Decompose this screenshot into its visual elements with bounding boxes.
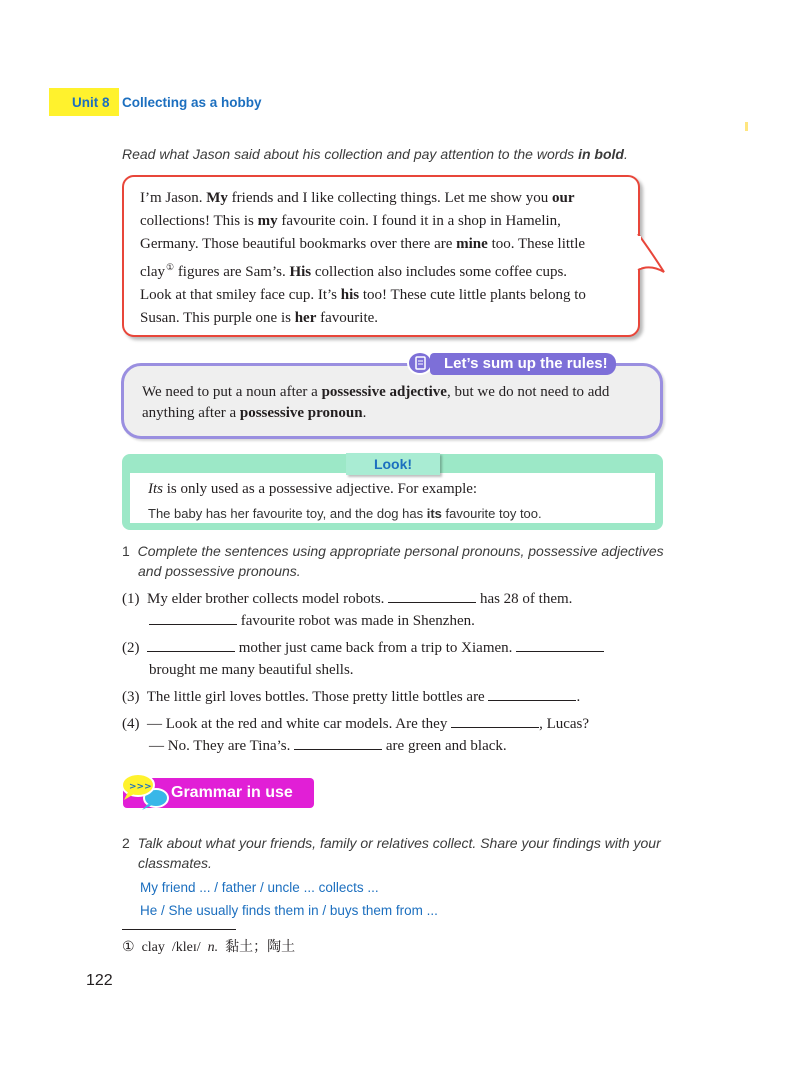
footnote-marker: ① xyxy=(165,262,175,272)
speech-bubbles-icon xyxy=(118,770,172,812)
answer-blank[interactable] xyxy=(451,713,539,728)
look-example-text: The baby has her favourite toy, and the dog has its favourite toy too. xyxy=(148,506,542,521)
look-label: Look! xyxy=(346,453,440,475)
exercise1-item-2: (2) mother just came back from a trip to Xiamen. brought me many beautiful shells. xyxy=(122,637,604,681)
footnote: ① clay /kleɪ/ n. 黏土；陶土 xyxy=(122,940,296,955)
exercise1-item-1: (1) My elder brother collects model robots. has 28 of them. favourite robot was made in Shenzhen. xyxy=(122,588,572,632)
exercise2-prompt-1: My friend ... / father / uncle ... collects ... xyxy=(140,880,379,895)
page-number: 122 xyxy=(86,972,113,989)
exercise2-prompt-2: He / She usually finds them in / buys them from ... xyxy=(140,903,438,918)
look-rule-text: Its is only used as a possessive adjective. For example: xyxy=(148,481,478,497)
footnote-divider xyxy=(122,929,236,930)
jason-speech-text: I’m Jason. My friends and I like collecting things. Let me show you our collections! This is my favourite coin. I found it in a shop in Hamelin, Germany. Those beautiful bookmarks over there are mine too. These little clay① figures are Sam’s. His collection also includes some coffee cups. Look at that smiley face cup. It’s his too! These cute little plants belong to Susan. This purple one is her favourite. xyxy=(140,190,586,326)
exercise1-item-4: (4) — Look at the red and white car models. Are they , Lucas? — No. They are Tina’s. are green and black. xyxy=(122,713,589,757)
reading-instruction: Read what Jason said about his collection and pay attention to the words in bold. xyxy=(122,146,628,162)
answer-blank[interactable] xyxy=(516,637,604,652)
answer-blank[interactable] xyxy=(388,588,476,603)
answer-blank[interactable] xyxy=(149,610,237,625)
unit-number: Unit 8 xyxy=(72,95,110,110)
unit-title: Collecting as a hobby xyxy=(122,95,262,110)
exercise1-item-3: (3) The little girl loves bottles. Those pretty little bottles are . xyxy=(122,686,580,708)
rules-title: Let’s sum up the rules! xyxy=(430,353,616,375)
exercise2-instruction: 2 Talk about what your friends, family or relatives collect. Share your findings with your classmates. xyxy=(122,835,661,871)
speech-bubble-tail-icon xyxy=(636,230,668,278)
grammar-in-use-banner: Grammar in use xyxy=(123,778,314,808)
icon-arrows-text: >>> xyxy=(129,782,152,792)
exercise1-instruction: 1 Complete the sentences using appropriate personal pronouns, possessive adjectives and possessive pronouns. xyxy=(122,543,664,579)
rules-text: We need to put a noun after a possessive adjective, but we do not need to add anything after a possessive pronoun. xyxy=(142,384,610,421)
answer-blank[interactable] xyxy=(294,735,382,750)
corner-mark xyxy=(745,122,748,131)
answer-blank[interactable] xyxy=(488,686,576,701)
answer-blank[interactable] xyxy=(147,637,235,652)
